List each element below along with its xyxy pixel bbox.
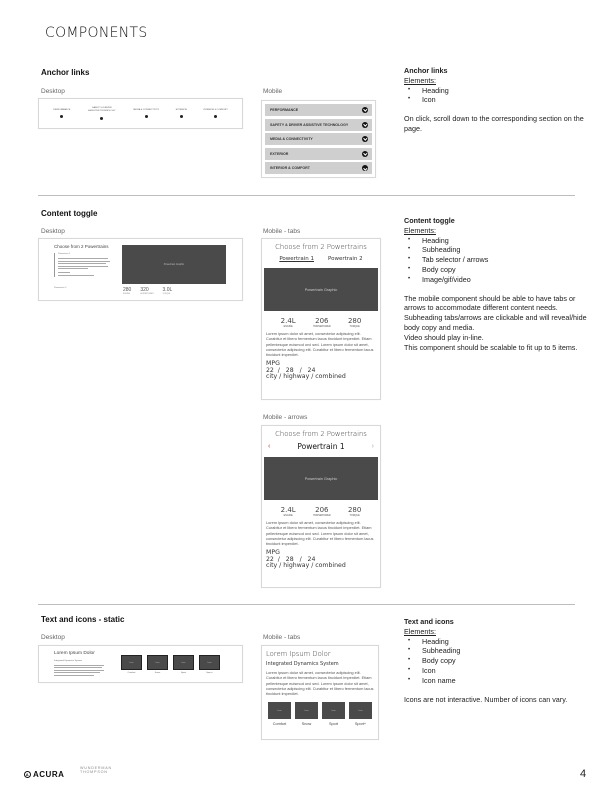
snow-icon: Icon (147, 655, 168, 670)
comfort-icon: Icon (268, 702, 291, 719)
content-toggle-mobile-arrows-mockup (261, 425, 381, 588)
anchor-dot-icon (100, 117, 103, 120)
arrow-right-icon[interactable]: › (371, 443, 374, 450)
section-title-content-toggle: Content toggle (41, 209, 98, 218)
anchor-row-performance[interactable]: PERFORMANCE (265, 104, 372, 116)
mobile-tabs-label: Mobile - tabs (263, 228, 301, 235)
section-divider (38, 195, 575, 196)
anchor-row-safety[interactable]: SAFETY & DRIVER ASSISTIVE TECHNOLOGY (265, 119, 372, 131)
text-icons-desktop-mockup: Lorem Ipsum Dolor Integrated Dynamics System Icon Comfort Icon Snow Icon Sport Icon Sport+ (38, 645, 243, 683)
comfort-icon: Icon (121, 655, 142, 670)
text-icons-mobile-mockup: Lorem Ipsum Dolor Integrated Dynamics System Lorem ipsum dolor sit amet, consectetur adipiscing elit. Curabitur et libero fermentum lacus tincidunt imperdiet. Etiam pellentesque euismod orci sed. Lorem ipsum dolor sit amet, consectetur adipiscing elit. Curabitur et libero fermentum lacus tincidunt imperdiet. Icon Comfort Icon Snow Icon Sport Icon Sport+ (261, 645, 379, 740)
anchor-link-media[interactable]: MEDIA & CONNECTIVITY (133, 109, 159, 119)
snow-icon: Icon (295, 702, 318, 719)
arrow-left-icon[interactable]: ‹ (268, 443, 271, 450)
sport-icon: Icon (322, 702, 345, 719)
stats-row: 2.4L ENGINE 206 HORSEPOWER 280 TORQUE (280, 317, 362, 328)
anchor-links-mobile-mockup (261, 100, 376, 178)
section-title-anchor-links: Anchor links (41, 68, 90, 77)
sport-plus-icon: Icon (199, 655, 220, 670)
anchor-link-interior[interactable]: INTERIOR & COMFORT (204, 109, 228, 119)
anchor-dot-icon (214, 115, 217, 118)
page-title: COMPONENTS (45, 25, 148, 41)
chevron-down-icon (362, 165, 368, 171)
icon-row: Icon Comfort Icon Snow Icon Sport Icon Sport+ (266, 702, 374, 726)
card-heading: Choose from 2 Powertrains (275, 430, 367, 438)
powertrain-2-tab[interactable]: Powertrain 2 (54, 287, 67, 289)
tab-selector (262, 256, 380, 262)
anchor-row-media[interactable]: MEDIA & CONNECTIVITY (265, 133, 372, 145)
desktop-label: Desktop (41, 88, 65, 95)
sport-plus-icon: Icon (349, 702, 372, 719)
powertrain-1-panel[interactable]: Powertrain 1 (54, 253, 111, 277)
content-toggle-mobile-tabs-mockup (261, 238, 381, 400)
powertrain-graphic: Powertrain Graphic (264, 268, 378, 311)
content-toggle-desktop-mockup: Choose from 2 Powertrains Powertrain 1 Powertrain 2 Powertrain Graphic 280 ENGINE 320 HORSEPOWER 3.0L TORQUE (38, 238, 243, 301)
content-toggle-notes: Content toggle Elements: • Heading • Subheading • Tab selector / arrows • Body copy • Image/gif/video The mobile component should be able to have tabs or arrows to accommodate different content needs. Subheading tabs/arrows are clickable and will reveal/hide body copy and media. Video should play in-line. This component should be scalable to fit up to 5 items. (404, 216, 594, 352)
mobile-tabs-label: Mobile - tabs (263, 634, 301, 641)
chevron-down-icon (362, 151, 368, 157)
stats-row: 280 ENGINE 320 HORSEPOWER 3.0L TORQUE (123, 287, 173, 295)
mobile-arrows-label: Mobile - arrows (263, 414, 308, 421)
section-divider (38, 604, 575, 605)
anchor-dot-icon (145, 115, 148, 118)
anchor-dot-icon (180, 115, 183, 118)
powertrain-graphic: Powertrain Graphic (264, 457, 378, 500)
tab-powertrain-1[interactable]: Powertrain 1 (279, 256, 314, 262)
body-copy-lines (54, 665, 104, 677)
acura-logo: A ACURA (25, 770, 65, 779)
anchor-row-exterior[interactable]: EXTERIOR (265, 148, 372, 160)
body-copy-lines (58, 258, 111, 276)
acura-mark-icon: A (25, 772, 30, 777)
icon-row: Icon Comfort Icon Snow Icon Sport Icon Sport+ (121, 655, 220, 674)
stats-row: 2.4L ENGINE 206 HORSEPOWER 280 TORQUE (280, 506, 362, 517)
anchor-link-safety[interactable]: SAFETY & DRIVER ASSISTIVE TECHNOLOGY (87, 107, 117, 119)
mpg-block: MPG 22 / 28 / 24 city / highway / combined (266, 360, 346, 381)
tab-powertrain-2[interactable]: Powertrain 2 (328, 256, 363, 262)
anchor-links-desktop-mockup (38, 98, 243, 129)
powertrain-graphic: Powertrain Graphic (122, 245, 226, 284)
anchor-row-interior[interactable]: INTERIOR & COMFORT (265, 162, 372, 174)
chevron-down-icon (362, 107, 368, 113)
chevron-down-icon (362, 136, 368, 142)
text-icons-notes: Text and icons Elements: • Heading • Subheading • Body copy • Icon • Icon name Icons are not interactive. Number of icons can vary. (404, 617, 594, 704)
anchor-link-performance[interactable]: PERFORMANCE (53, 109, 70, 119)
anchor-links-notes: Anchor links Elements: • Heading • Icon On click, scroll down to the corresponding section on the page. (404, 66, 594, 134)
arrow-selector (262, 442, 380, 451)
body-copy: Lorem ipsum dolor sit amet, consectetur adipiscing elit. Curabitur et libero fermentum lacus tincidunt imperdiet. Etiam pellentesque euismod orci sed. Lorem ipsum dolor sit amet, consectetur adipiscing elit. Curabitur et libero fermentum lacus tincidunt imperdiet. (266, 520, 374, 547)
agency-logo: WUNDERMAN THOMPSON (80, 766, 112, 775)
mobile-label: Mobile (263, 88, 283, 95)
desktop-label: Desktop (41, 634, 65, 641)
mpg-block: MPG 22 / 28 / 24 city / highway / combined (266, 549, 346, 570)
sport-icon: Icon (173, 655, 194, 670)
current-powertrain: Powertrain 1 (297, 442, 345, 451)
card-heading: Choose from 2 Powertrains (275, 243, 367, 251)
page-number: 4 (580, 768, 587, 780)
body-copy: Lorem ipsum dolor sit amet, consectetur adipiscing elit. Curabitur et libero fermentum lacus tincidunt imperdiet. Etiam pellentesque euismod orci sed. Lorem ipsum dolor sit amet, consectetur adipiscing elit. Curabitur et libero fermentum lacus tincidunt imperdiet. (266, 331, 374, 358)
chevron-down-icon (362, 122, 368, 128)
anchor-link-exterior[interactable]: EXTERIOR (176, 109, 187, 119)
anchor-dot-icon (60, 115, 63, 118)
section-title-text-icons: Text and icons - static (41, 615, 125, 624)
desktop-label: Desktop (41, 228, 65, 235)
